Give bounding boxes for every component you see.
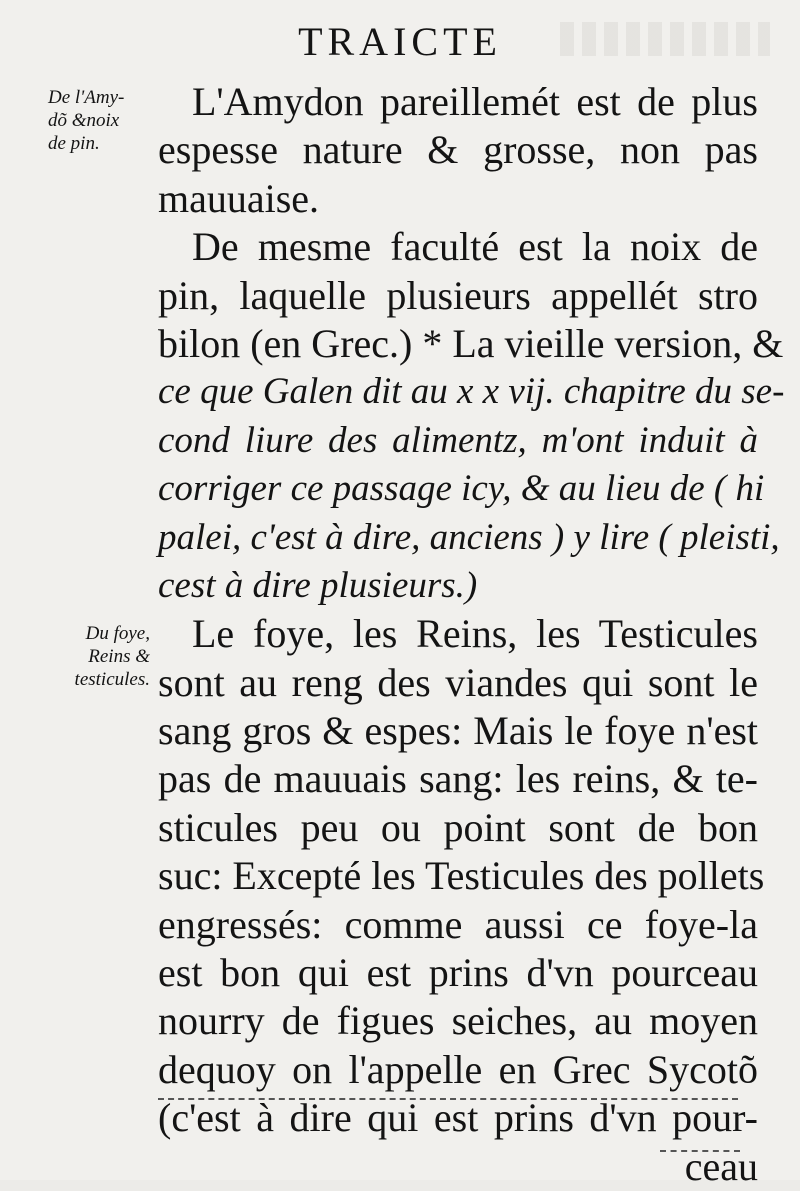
- text-line: espesse nature & grosse, non pas: [158, 127, 758, 173]
- margin-note-line: testicules.: [74, 669, 150, 690]
- text-line: (c'est à dire qui est prins d'vn pour-: [158, 1095, 758, 1141]
- text-line: bilon (en Grec.) * La vieille version, &: [158, 320, 784, 366]
- running-head: TRAICTE: [298, 19, 502, 64]
- text-line: L'Amydon pareillemét est de plus: [192, 79, 758, 124]
- text-line: cest à dire plusieurs.): [158, 564, 478, 606]
- text-line: sang gros & espes: Mais le foye n'est: [158, 708, 758, 754]
- text-line: sont au reng des viandes qui sont le: [158, 659, 758, 705]
- text-line: cond liure des alimentz, m'ont induit à: [158, 419, 758, 461]
- text-line: De mesme faculté est la noix de: [192, 224, 758, 270]
- margin-note-line: de pin.: [48, 133, 100, 154]
- main-text-block: [158, 78, 785, 1191]
- text-line: pas de mauuais sang: les reins, & te-: [158, 756, 758, 802]
- text-line: ce que Galen dit au x x vij. chapitre du se-: [158, 371, 785, 413]
- catchword: ceau: [684, 1143, 758, 1189]
- dashed-underline: [660, 1150, 740, 1154]
- margin-note-line: Du foye,: [85, 623, 150, 644]
- text-line: mauuaise.: [158, 175, 320, 221]
- text-line: corriger ce passage icy, & au lieu de ( hi: [158, 468, 765, 510]
- text-line: nourry de figues seiches, au moyen: [158, 998, 758, 1044]
- margin-note-amydon: [48, 86, 124, 155]
- dashed-underline: [158, 1098, 738, 1102]
- text-line: palei, c'est à dire, anciens ) y lire ( pleisti,: [158, 516, 780, 558]
- margin-note-foye: [46, 622, 150, 691]
- text-line: Le foye, les Reins, les Testicules: [192, 611, 758, 657]
- text-line: est bon qui est prins d'vn pourceau: [158, 950, 758, 996]
- margin-note-line: dõ &noix: [48, 110, 120, 131]
- text-line: sticules peu ou point sont de bon: [158, 804, 758, 850]
- text-line: suc: Excepté les Testicules des pollets: [158, 853, 765, 899]
- text-line: dequoy on l'appelle en Grec Sycotõ: [158, 1046, 758, 1092]
- text-line: pin, laquelle plusieurs appellét stro: [158, 272, 758, 318]
- margin-note-line: De l'Amy-: [48, 87, 125, 108]
- text-line: engressés: comme aussi ce foye-la: [158, 901, 758, 947]
- margin-note-line: Reins &: [88, 646, 150, 667]
